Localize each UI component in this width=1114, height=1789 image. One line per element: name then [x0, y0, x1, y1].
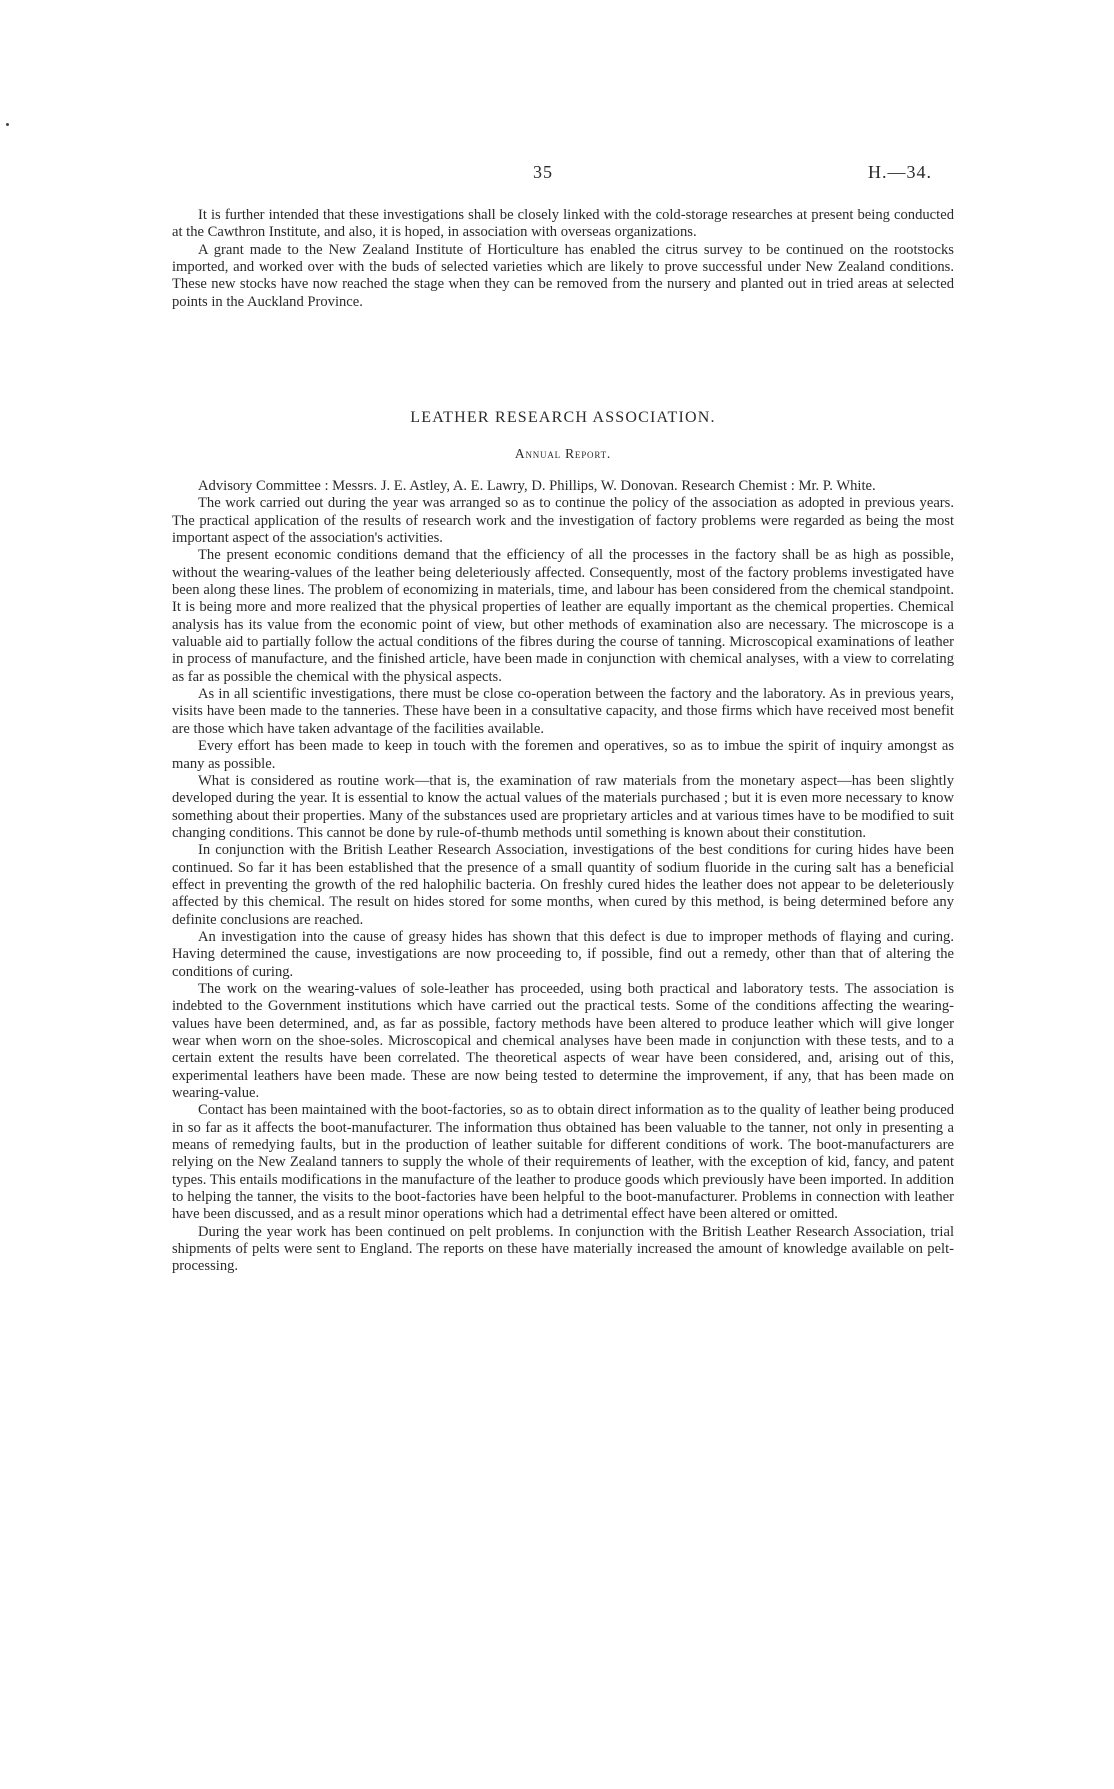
paragraph: The present economic conditions demand that the efficiency of all the processes in the factory shall be as high as possible, without the wearing-values of the leather being deleteriously affected. Consequently, most of the factory problems investigated have been along these lines. The problem of economizing in materials, time, and labour has been considered from the chemical standpoint. It is being more and more realized that the physical properties of leather are equally important as the chemical properties. Chemical analysis has its value from the economic point of view, but other methods of examination also are necessary. The microscope is a valuable aid to partially follow the actual conditions of the fibres during the course of tanning. Microscopical examinations of leather in process of manufacture, and the finished article, have been made in conjunction with chemical analyses, with a view to correlating as far as possible the chemical with the physical aspects.	[172, 547, 954, 685]
document-reference: H.—34.	[868, 162, 932, 182]
paragraph: The work on the wearing-values of sole-leather has proceeded, using both practical and laboratory tests. The association is indebted to the Government institutions which have carried out the practical tests. Some of the conditions affecting the wearing-values have been determined, and, as far as possible, factory methods have been altered to produce leather which will give longer wear when worn on the shoe-soles. Microscopical and chemical analyses have been made in conjunction with these tests, and to a certain extent the results have been correlated. The theoretical aspects of wear have been considered, and, arising out of this, experimental leathers have been made. These are now being tested to determine the improvement, if any, that has been made on wearing-value.	[172, 980, 954, 1102]
scan-speck	[6, 123, 9, 126]
paragraph: An investigation into the cause of greasy hides has shown that this defect is due to improper methods of flaying and curing. Having determined the cause, investigations are now proceeding to, if possible, find out a remedy, other than that of altering the conditions of curing.	[172, 928, 954, 980]
paragraph: A grant made to the New Zealand Institute of Horticulture has enabled the citrus survey to be continued on the rootstocks imported, and worked over with the buds of selected varieties which are likely to prove successful under New Zealand conditions. These new stocks have now reached the stage when they can be removed from the nursery and planted out in tried areas at selected points in the Auckland Province.	[172, 241, 954, 310]
section-title: LEATHER RESEARCH ASSOCIATION.	[410, 409, 716, 426]
paragraph: It is further intended that these investigations shall be closely linked with the cold-storage researches at present being conducted at the Cawthron Institute, and also, it is hoped, in association with overseas organizations.	[172, 207, 954, 241]
paragraph: Every effort has been made to keep in touch with the foremen and operatives, so as to imbue the spirit of inquiry amongst as many as possible.	[172, 738, 954, 772]
paragraph: During the year work has been continued on pelt problems. In conjunction with the British Leather Research Association, trial shipments of pelts were sent to England. The reports on these have materially increased the amount of knowledge available on pelt-processing.	[172, 1223, 954, 1275]
intro-section	[172, 207, 954, 311]
page-number: 35	[533, 162, 553, 182]
paragraph: Contact has been maintained with the boot-factories, so as to obtain direct information as to the quality of leather being produced in so far as it affects the boot-manufacturer. The information thus obtained has been valuable to the tanner, not only in presenting a means of remedying faults, but in the production of leather suitable for different conditions of work. The boot-manufacturers are relying on the New Zealand tanners to supply the whole of their requirements of leather, with the exception of kid, fancy, and patent types. This entails modifications in the manufacture of the leather to produce goods which previously have been imported. In addition to helping the tanner, the visits to the boot-factories have been helpful to the boot-manufacturer. Problems in connection with leather have been discussed, and as a result minor operations which had a detrimental effect have been altered or omitted.	[172, 1102, 954, 1223]
report-body	[172, 478, 954, 1276]
paragraph: The work carried out during the year was arranged so as to continue the policy of the association as adopted in previous years. The practical application of the results of research work and the investigation of factory problems were regarded as being the most important aspect of the association's activities.	[172, 495, 954, 547]
paragraph: Advisory Committee : Messrs. J. E. Astley, A. E. Lawry, D. Phillips, W. Donovan. Research Chemist : Mr. P. White.	[198, 478, 876, 494]
paragraph: In conjunction with the British Leather Research Association, investigations of the best conditions for curing hides have been continued. So far it has been established that the presence of a small quantity of sodium fluoride in the curing salt has a beneficial effect in preventing the growth of the red halophilic bacteria. On freshly cured hides the leather does not appear to be deleteriously affected by this chemical. The result on hides stored for some months, when cured by this method, is being determined before any definite conclusions are reached.	[172, 842, 954, 928]
paragraph: As in all scientific investigations, there must be close co-operation between the factory and the laboratory. As in previous years, visits have been made to the tanneries. These have been in a consultative capacity, and those firms which have received most benefit are those which have taken advantage of the facilities available.	[172, 686, 954, 737]
paragraph: What is considered as routine work—that is, the examination of raw materials from the monetary aspect—has been slightly developed during the year. It is essential to know the actual values of the materials purchased ; but it is even more necessary to know something about their properties. Many of the substances used are proprietary articles and at various times have to be modified to suit changing conditions. This cannot be done by rule-of-thumb methods until something is known about their constitution.	[172, 772, 954, 841]
section-subtitle: Annual Report.	[514, 446, 612, 461]
